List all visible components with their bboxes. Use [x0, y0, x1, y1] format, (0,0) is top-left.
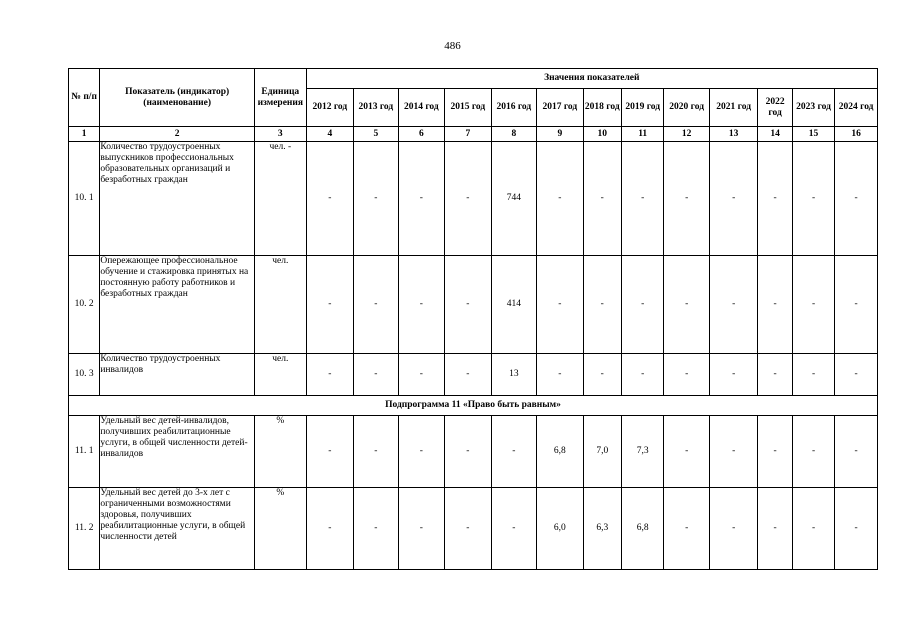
year-header: 2017 год	[537, 89, 584, 127]
value-cell: 7,0	[583, 416, 621, 488]
value-cell: -	[758, 354, 792, 396]
year-header: 2023 год	[792, 89, 834, 127]
unit-cell: чел.	[255, 256, 307, 354]
value-cell: 6,8	[621, 488, 663, 570]
row-number: 10. 1	[69, 142, 100, 256]
value-cell: -	[445, 142, 492, 256]
value-cell: -	[709, 142, 758, 256]
header-unit: Единица измерения	[255, 69, 307, 127]
value-cell: -	[792, 416, 834, 488]
value-cell: -	[709, 256, 758, 354]
value-cell: -	[835, 488, 878, 570]
row-number: 11. 1	[69, 416, 100, 488]
page-number: 486	[444, 40, 461, 52]
value-cell: -	[354, 256, 398, 354]
value-cell: -	[664, 416, 709, 488]
value-cell: -	[306, 416, 354, 488]
year-header: 2013 год	[354, 89, 398, 127]
value-cell: 414	[491, 256, 536, 354]
column-number: 11	[621, 127, 663, 142]
value-cell: 6,0	[537, 488, 584, 570]
unit-cell: %	[255, 488, 307, 570]
column-number: 14	[758, 127, 792, 142]
value-cell: -	[398, 256, 445, 354]
year-header: 2021 год	[709, 89, 758, 127]
value-cell: -	[491, 488, 536, 570]
indicator-name: Удельный вес детей до 3-х лет с ограниченными возможностями здоровья, получивших реабилитационные услуги, в общей численности детей	[100, 488, 255, 570]
value-cell: -	[306, 142, 354, 256]
value-cell: -	[306, 256, 354, 354]
year-header: 2018 год	[583, 89, 621, 127]
row-number: 10. 2	[69, 256, 100, 354]
value-cell: -	[445, 354, 492, 396]
indicator-name: Количество трудоустроенных инвалидов	[100, 354, 255, 396]
year-header: 2020 год	[664, 89, 709, 127]
value-cell: -	[398, 354, 445, 396]
row-number: 11. 2	[69, 488, 100, 570]
value-cell: -	[354, 354, 398, 396]
column-number: 1	[69, 127, 100, 142]
year-header: 2015 год	[445, 89, 492, 127]
column-number: 15	[792, 127, 834, 142]
value-cell: -	[792, 488, 834, 570]
column-number: 9	[537, 127, 584, 142]
value-cell: -	[758, 416, 792, 488]
table-row	[69, 256, 878, 354]
subprogram-title: Подпрограмма 11 «Право быть равным»	[69, 396, 878, 416]
column-number: 5	[354, 127, 398, 142]
value-cell: -	[583, 142, 621, 256]
year-header: 2024 год	[835, 89, 878, 127]
header-num: № п/п	[69, 69, 100, 127]
value-cell: -	[758, 488, 792, 570]
column-number: 4	[306, 127, 354, 142]
table-row	[69, 416, 878, 488]
value-cell: 6,8	[537, 416, 584, 488]
value-cell: -	[537, 256, 584, 354]
value-cell: -	[398, 142, 445, 256]
column-number: 13	[709, 127, 758, 142]
value-cell: -	[621, 354, 663, 396]
value-cell: -	[758, 256, 792, 354]
column-number: 10	[583, 127, 621, 142]
column-number: 3	[255, 127, 307, 142]
column-number: 16	[835, 127, 878, 142]
value-cell: -	[354, 142, 398, 256]
value-cell: -	[621, 256, 663, 354]
year-header: 2014 год	[398, 89, 445, 127]
value-cell: -	[664, 488, 709, 570]
value-cell: -	[306, 354, 354, 396]
value-cell: -	[445, 488, 492, 570]
table-row	[69, 354, 878, 396]
value-cell: -	[709, 488, 758, 570]
value-cell: 6,3	[583, 488, 621, 570]
value-cell: 744	[491, 142, 536, 256]
value-cell: -	[835, 354, 878, 396]
year-header: 2016 год	[491, 89, 536, 127]
unit-cell: чел. -	[255, 142, 307, 256]
row-number: 10. 3	[69, 354, 100, 396]
value-cell: -	[537, 354, 584, 396]
table-row	[69, 142, 878, 256]
table-row	[69, 488, 878, 570]
value-cell: -	[621, 142, 663, 256]
year-header: 2022 год	[758, 89, 792, 127]
value-cell: -	[758, 142, 792, 256]
value-cell: -	[583, 354, 621, 396]
value-cell: -	[709, 354, 758, 396]
value-cell: -	[583, 256, 621, 354]
column-number: 12	[664, 127, 709, 142]
value-cell: 7,3	[621, 416, 663, 488]
unit-cell: чел.	[255, 354, 307, 396]
header-values: Значения показателей	[306, 69, 877, 89]
value-cell: 13	[491, 354, 536, 396]
value-cell: -	[664, 142, 709, 256]
value-cell: -	[835, 142, 878, 256]
year-header: 2012 год	[306, 89, 354, 127]
column-number: 7	[445, 127, 492, 142]
indicator-name: Опережающее профессиональное обучение и стажировка принятых на постоянную работу работников и безработных граждан	[100, 256, 255, 354]
column-number: 8	[491, 127, 536, 142]
value-cell: -	[398, 416, 445, 488]
unit-cell: %	[255, 416, 307, 488]
value-cell: -	[445, 256, 492, 354]
value-cell: -	[306, 488, 354, 570]
header-indicator: Показатель (индикатор) (наименование)	[100, 69, 255, 127]
value-cell: -	[835, 256, 878, 354]
indicator-name: Удельный вес детей-инвалидов, получивших реабилитационные услуги, в общей численности детей-инвалидов	[100, 416, 255, 488]
column-number: 2	[100, 127, 255, 142]
value-cell: -	[709, 416, 758, 488]
value-cell: -	[835, 416, 878, 488]
value-cell: -	[792, 142, 834, 256]
value-cell: -	[664, 256, 709, 354]
value-cell: -	[398, 488, 445, 570]
value-cell: -	[445, 416, 492, 488]
column-number: 6	[398, 127, 445, 142]
value-cell: -	[664, 354, 709, 396]
value-cell: -	[792, 256, 834, 354]
indicators-table	[68, 68, 878, 570]
value-cell: -	[792, 354, 834, 396]
indicator-name: Количество трудоустроенных выпускников профессиональных образовательных организаций и безработных граждан	[100, 142, 255, 256]
value-cell: -	[354, 488, 398, 570]
value-cell: -	[354, 416, 398, 488]
year-header: 2019 год	[621, 89, 663, 127]
value-cell: -	[537, 142, 584, 256]
value-cell: -	[491, 416, 536, 488]
